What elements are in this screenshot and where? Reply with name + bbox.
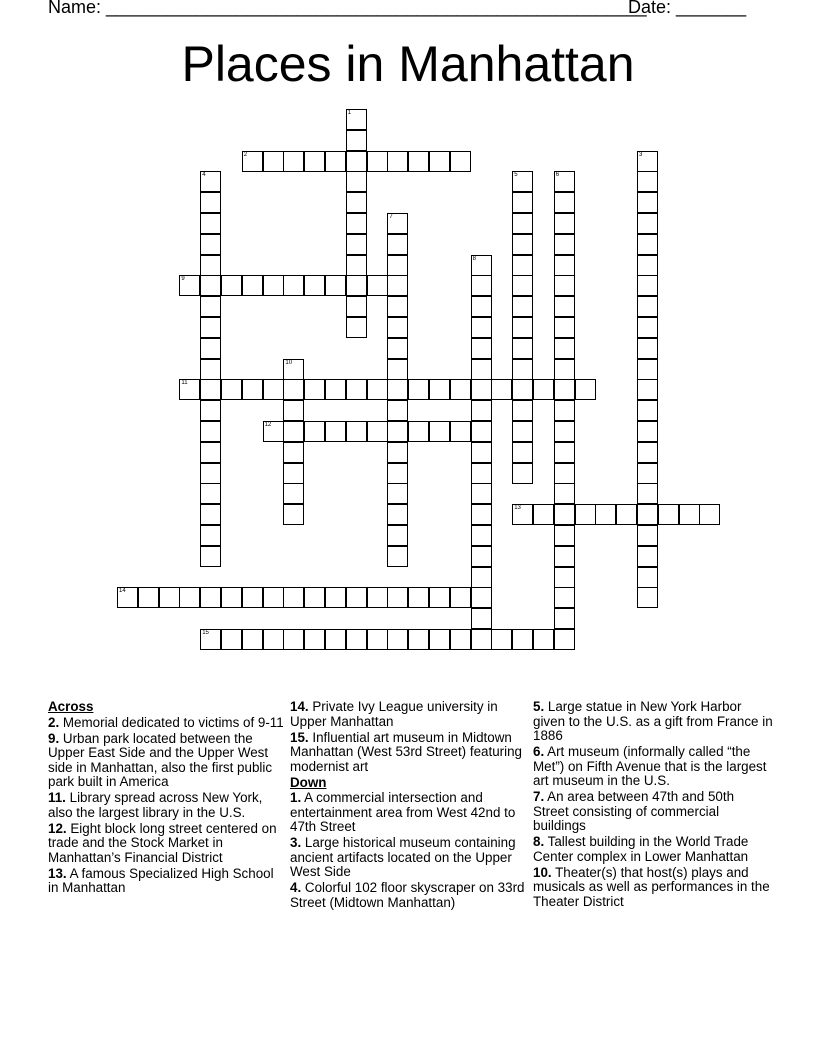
crossword-cell[interactable] — [283, 421, 304, 442]
crossword-cell[interactable] — [637, 567, 658, 588]
crossword-cell[interactable] — [637, 379, 658, 400]
crossword-cell[interactable] — [554, 213, 575, 234]
crossword-cell[interactable] — [221, 379, 242, 400]
clue-across-13: 13. A famous Specialized High School in Manhattan — [48, 865, 274, 895]
crossword-cell[interactable] — [346, 421, 367, 442]
clue-across-9: 9. Urban park located between the Upper East Side and the Upper West side in Manhattan, also the first public park built in America — [48, 730, 273, 789]
crossword-cell[interactable] — [346, 151, 367, 172]
clue-number: 15 — [202, 630, 209, 636]
clue-number: 13 — [514, 505, 521, 512]
crossword-cell[interactable] — [242, 379, 263, 400]
crossword-cell[interactable] — [512, 317, 533, 338]
clue-number: 14 — [119, 588, 126, 595]
crossword-cell[interactable] — [471, 379, 492, 400]
clue-down-10: 10. Theater(s) that host(s) plays and musicals as well as performances in the Theater District — [533, 864, 770, 909]
crossword-cell[interactable] — [533, 629, 554, 650]
crossword-cell[interactable] — [242, 151, 263, 172]
crossword-cell[interactable] — [200, 296, 221, 317]
crossword-cell[interactable] — [679, 504, 700, 525]
crossword-cell[interactable] — [200, 234, 221, 255]
crossword-cell[interactable] — [387, 587, 408, 608]
crossword-cell[interactable] — [429, 379, 450, 400]
crossword-cell[interactable] — [304, 379, 325, 400]
crossword-cell[interactable] — [200, 525, 221, 546]
crossword-cell[interactable] — [554, 483, 575, 504]
crossword-cell[interactable] — [471, 504, 492, 525]
crossword-cell[interactable] — [304, 629, 325, 650]
crossword-cell[interactable] — [283, 359, 304, 380]
crossword-cell[interactable] — [200, 192, 221, 213]
crossword-cell[interactable] — [554, 296, 575, 317]
clue-across-12: 12. Eight block long street centered on trade and the Stock Market in Manhattan’s Financial District — [48, 820, 277, 865]
crossword-cell[interactable] — [387, 442, 408, 463]
crossword-cell[interactable] — [263, 629, 284, 650]
crossword-cell[interactable] — [554, 359, 575, 380]
across-heading: Across — [48, 699, 94, 714]
crossword-cell[interactable] — [637, 483, 658, 504]
clue-number: 1 — [347, 110, 352, 116]
crossword-cell[interactable] — [595, 504, 616, 525]
crossword-cell[interactable] — [450, 151, 471, 172]
crossword-cell[interactable] — [429, 421, 450, 442]
crossword-cell[interactable] — [471, 338, 492, 359]
crossword-cell[interactable] — [263, 421, 284, 442]
crossword-cell[interactable] — [471, 463, 492, 484]
clue-down-8: 8. Tallest building in the World Trade Center complex in Lower Manhattan — [533, 834, 749, 864]
down-heading: Down — [290, 774, 327, 790]
crossword-cell[interactable] — [471, 400, 492, 421]
crossword-cell[interactable] — [512, 234, 533, 255]
crossword-cell[interactable] — [471, 587, 492, 608]
crossword-cell[interactable] — [242, 275, 263, 296]
crossword-cell[interactable] — [491, 379, 512, 400]
crossword-cell[interactable] — [179, 379, 200, 400]
crossword-cell[interactable] — [367, 379, 388, 400]
crossword-cell[interactable] — [221, 587, 242, 608]
clue-number: 5 — [514, 172, 518, 179]
crossword-cell[interactable] — [471, 546, 492, 567]
crossword-cell[interactable] — [242, 629, 263, 650]
crossword-cell[interactable] — [554, 400, 575, 421]
crossword-cell[interactable] — [658, 504, 679, 525]
crossword-cell[interactable] — [159, 587, 180, 608]
crossword-cell[interactable] — [637, 234, 658, 255]
crossword-cell[interactable] — [346, 255, 367, 276]
crossword-cell[interactable] — [346, 130, 367, 151]
crossword-cell[interactable] — [387, 379, 408, 400]
crossword-cell[interactable] — [346, 379, 367, 400]
crossword-cell[interactable] — [637, 421, 658, 442]
crossword-cell[interactable] — [512, 629, 533, 650]
crossword-cell[interactable] — [554, 317, 575, 338]
clues-column-3 — [533, 700, 773, 911]
clue-down-5: 5. Large statue in New York Harbor given to the U.S. as a gift from France in 1886 — [533, 699, 773, 743]
crossword-cell[interactable] — [387, 546, 408, 567]
crossword-cell[interactable] — [699, 504, 720, 525]
clue-down-4: 4. Colorful 102 floor skyscraper on 33rd Street (Midtown Manhattan) — [290, 880, 525, 910]
crossword-cell[interactable] — [263, 151, 284, 172]
crossword-cell[interactable] — [512, 171, 533, 192]
crossword-cell[interactable] — [283, 629, 304, 650]
crossword-cell[interactable] — [387, 317, 408, 338]
crossword-cell[interactable] — [367, 421, 388, 442]
crossword-cell[interactable] — [367, 587, 388, 608]
crossword-cell[interactable] — [387, 234, 408, 255]
crossword-cell[interactable] — [512, 359, 533, 380]
crossword-cell[interactable] — [554, 504, 575, 525]
crossword-cell[interactable] — [304, 421, 325, 442]
crossword-cell[interactable] — [263, 275, 284, 296]
crossword-cell[interactable] — [429, 587, 450, 608]
crossword-cell[interactable] — [304, 151, 325, 172]
crossword-cell[interactable] — [387, 275, 408, 296]
clues-column-2 — [290, 700, 526, 912]
crossword-cell[interactable] — [408, 587, 429, 608]
crossword-cell[interactable] — [283, 151, 304, 172]
crossword-cell[interactable] — [554, 171, 575, 192]
crossword-cell[interactable] — [637, 213, 658, 234]
crossword-cell[interactable] — [325, 587, 346, 608]
crossword-cell[interactable] — [471, 421, 492, 442]
clue-number: 3 — [639, 151, 643, 158]
crossword-cell[interactable] — [512, 400, 533, 421]
crossword-cell[interactable] — [637, 546, 658, 567]
crossword-cell[interactable] — [533, 379, 554, 400]
crossword-cell[interactable] — [471, 525, 492, 546]
crossword-cell[interactable] — [554, 234, 575, 255]
clue-down-3: 3. Large historical museum containing ancient artifacts located on the Upper West Side — [290, 835, 516, 879]
crossword-cell[interactable] — [346, 171, 367, 192]
crossword-cell[interactable] — [554, 442, 575, 463]
crossword-cell[interactable] — [637, 192, 658, 213]
crossword-cell[interactable] — [387, 213, 408, 234]
crossword-cell[interactable] — [533, 504, 554, 525]
crossword-cell[interactable] — [200, 629, 221, 650]
crossword-cell[interactable] — [637, 171, 658, 192]
crossword-cell[interactable] — [429, 629, 450, 650]
crossword-cell[interactable] — [512, 463, 533, 484]
clue-across-14: 14. Private Ivy League university in Upper Manhattan — [290, 699, 498, 729]
crossword-cell[interactable] — [346, 234, 367, 255]
crossword-cell[interactable] — [637, 296, 658, 317]
crossword-cell[interactable] — [387, 338, 408, 359]
crossword-cell[interactable] — [221, 275, 242, 296]
crossword-cell[interactable] — [554, 567, 575, 588]
crossword-cell[interactable] — [554, 379, 575, 400]
crossword-cell[interactable] — [512, 379, 533, 400]
crossword-cell[interactable] — [512, 255, 533, 276]
crossword-cell[interactable] — [471, 483, 492, 504]
crossword-cell[interactable] — [200, 359, 221, 380]
crossword-cell[interactable] — [200, 213, 221, 234]
crossword-cell[interactable] — [471, 296, 492, 317]
crossword-cell[interactable] — [242, 587, 263, 608]
crossword-cell[interactable] — [512, 192, 533, 213]
crossword-cell[interactable] — [512, 213, 533, 234]
crossword-cell[interactable] — [554, 463, 575, 484]
crossword-cell[interactable] — [325, 275, 346, 296]
clue-down-6: 6. Art museum (informally called “the Met”) on Fifth Avenue that is the largest art museum in the U.S. — [533, 744, 767, 788]
crossword-cell[interactable] — [304, 587, 325, 608]
crossword-cell[interactable] — [637, 587, 658, 608]
crossword-cell[interactable] — [263, 587, 284, 608]
crossword-cell[interactable] — [637, 442, 658, 463]
date-field-label[interactable]: Date: _______ — [628, 0, 747, 17]
clue-across-11: 11. Library spread across New York, also the largest library in the U.S. — [48, 790, 263, 820]
crossword-cell[interactable] — [387, 629, 408, 650]
crossword-cell[interactable] — [429, 151, 450, 172]
crossword-cell[interactable] — [554, 421, 575, 442]
clue-down-1: 1. A commercial intersection and entertainment area from West 42nd to 47th Street — [290, 790, 516, 834]
crossword-cell[interactable] — [138, 587, 159, 608]
crossword-cell[interactable] — [346, 296, 367, 317]
crossword-cell[interactable] — [408, 421, 429, 442]
crossword-cell[interactable] — [408, 151, 429, 172]
crossword-cell[interactable] — [346, 109, 367, 130]
crossword-cell[interactable] — [408, 379, 429, 400]
crossword-cell[interactable] — [554, 608, 575, 629]
crossword-cell[interactable] — [283, 275, 304, 296]
crossword-cell[interactable] — [200, 255, 221, 276]
crossword-cell[interactable] — [200, 171, 221, 192]
crossword-cell[interactable] — [575, 379, 596, 400]
clue-number: 11 — [181, 380, 188, 387]
crossword-cell[interactable] — [450, 587, 471, 608]
crossword-cell[interactable] — [367, 629, 388, 650]
crossword-cell[interactable] — [637, 504, 658, 525]
crossword-cell[interactable] — [325, 379, 346, 400]
crossword-cell[interactable] — [554, 275, 575, 296]
crossword-cell[interactable] — [471, 442, 492, 463]
crossword-cell[interactable] — [283, 442, 304, 463]
crossword-cell[interactable] — [554, 587, 575, 608]
crossword-cell[interactable] — [471, 359, 492, 380]
crossword-cell[interactable] — [575, 504, 596, 525]
crossword-cell[interactable] — [637, 400, 658, 421]
crossword-cell[interactable] — [346, 317, 367, 338]
crossword-cell[interactable] — [200, 546, 221, 567]
crossword-cell[interactable] — [637, 255, 658, 276]
crossword-cell[interactable] — [637, 275, 658, 296]
crossword-cell[interactable] — [554, 338, 575, 359]
crossword-cell[interactable] — [637, 338, 658, 359]
crossword-cell[interactable] — [387, 525, 408, 546]
crossword-cell[interactable] — [179, 587, 200, 608]
clue-number: 9 — [181, 276, 185, 283]
crossword-cell[interactable] — [346, 192, 367, 213]
crossword-cell[interactable] — [283, 463, 304, 484]
crossword-cell[interactable] — [346, 275, 367, 296]
crossword-cell[interactable] — [200, 504, 221, 525]
crossword-cell[interactable] — [387, 400, 408, 421]
crossword-cell[interactable] — [200, 587, 221, 608]
crossword-cell[interactable] — [387, 255, 408, 276]
crossword-cell[interactable] — [200, 275, 221, 296]
crossword-cell[interactable] — [367, 151, 388, 172]
crossword-cell[interactable] — [387, 359, 408, 380]
clue-down-7: 7. An area between 47th and 50th Street consisting of commercial buildings — [533, 789, 735, 833]
crossword-cell[interactable] — [283, 379, 304, 400]
crossword-cell[interactable] — [387, 421, 408, 442]
crossword-cell[interactable] — [387, 296, 408, 317]
name-field-label[interactable]: Name: ______________________________________________________ — [48, 0, 647, 17]
crossword-cell[interactable] — [471, 567, 492, 588]
crossword-cell[interactable] — [471, 629, 492, 650]
clue-number: 4 — [202, 172, 206, 179]
crossword-cell[interactable] — [200, 400, 221, 421]
clue-number: 12 — [264, 422, 272, 428]
crossword-cell[interactable] — [283, 400, 304, 421]
crossword-cell[interactable] — [387, 483, 408, 504]
crossword-cell[interactable] — [200, 463, 221, 484]
crossword-cell[interactable] — [263, 379, 284, 400]
crossword-cell[interactable] — [512, 296, 533, 317]
crossword-cell[interactable] — [637, 463, 658, 484]
crossword-cell[interactable] — [512, 421, 533, 442]
crossword-cell[interactable] — [200, 338, 221, 359]
crossword-cell[interactable] — [471, 255, 492, 276]
crossword-cell[interactable] — [637, 317, 658, 338]
clue-number: 6 — [555, 172, 560, 179]
crossword-cell[interactable] — [221, 629, 242, 650]
crossword-cell[interactable] — [637, 525, 658, 546]
clue-number: 7 — [389, 214, 393, 220]
crossword-cell[interactable] — [325, 421, 346, 442]
crossword-cell[interactable] — [512, 338, 533, 359]
crossword-cell[interactable] — [117, 587, 138, 608]
crossword-cell[interactable] — [491, 629, 512, 650]
crossword-cell[interactable] — [200, 442, 221, 463]
crossword-cell[interactable] — [471, 275, 492, 296]
crossword-cell[interactable] — [554, 525, 575, 546]
crossword-cell[interactable] — [283, 483, 304, 504]
crossword-cell[interactable] — [200, 483, 221, 504]
crossword-cell[interactable] — [283, 587, 304, 608]
header — [48, 0, 748, 20]
crossword-cell[interactable] — [450, 629, 471, 650]
crossword-cell[interactable] — [346, 213, 367, 234]
crossword-cell[interactable] — [304, 275, 325, 296]
crossword-cell[interactable] — [554, 629, 575, 650]
crossword-cell[interactable] — [200, 379, 221, 400]
crossword-cell[interactable] — [554, 255, 575, 276]
clue-number: 10 — [285, 359, 293, 366]
crossword-cell[interactable] — [325, 151, 346, 172]
crossword-cell[interactable] — [616, 504, 637, 525]
crossword-cell[interactable] — [387, 463, 408, 484]
crossword-cell[interactable] — [408, 629, 429, 650]
crossword-cell[interactable] — [637, 359, 658, 380]
crossword-cell[interactable] — [346, 587, 367, 608]
crossword-cell[interactable] — [512, 504, 533, 525]
crossword-cell[interactable] — [637, 151, 658, 172]
crossword-cell[interactable] — [471, 317, 492, 338]
crossword-cell[interactable] — [200, 317, 221, 338]
puzzle-title: Places in Manhattan — [181, 36, 635, 92]
crossword-cell[interactable] — [179, 275, 200, 296]
crossword-cell[interactable] — [554, 192, 575, 213]
clue-across-2: 2. Memorial dedicated to victims of 9-11 — [48, 714, 284, 730]
crossword-cell[interactable] — [367, 275, 388, 296]
crossword-cell[interactable] — [450, 379, 471, 400]
crossword-cell[interactable] — [200, 421, 221, 442]
crossword-cell[interactable] — [387, 151, 408, 172]
clues-column-1 — [48, 700, 284, 897]
crossword-cell[interactable] — [554, 546, 575, 567]
clue-number: 8 — [472, 255, 476, 262]
crossword-cell[interactable] — [283, 504, 304, 525]
crossword-cell[interactable] — [512, 442, 533, 463]
crossword-cell[interactable] — [346, 629, 367, 650]
crossword-cell[interactable] — [471, 608, 492, 629]
clue-across-15: 15. Influential art museum in Midtown Manhattan (West 53rd Street) featuring modernist art — [290, 729, 522, 774]
crossword-cell[interactable] — [512, 275, 533, 296]
crossword-cell[interactable] — [387, 504, 408, 525]
crossword-cell[interactable] — [450, 421, 471, 442]
crossword-cell[interactable] — [325, 629, 346, 650]
clue-number: 2 — [243, 151, 248, 158]
